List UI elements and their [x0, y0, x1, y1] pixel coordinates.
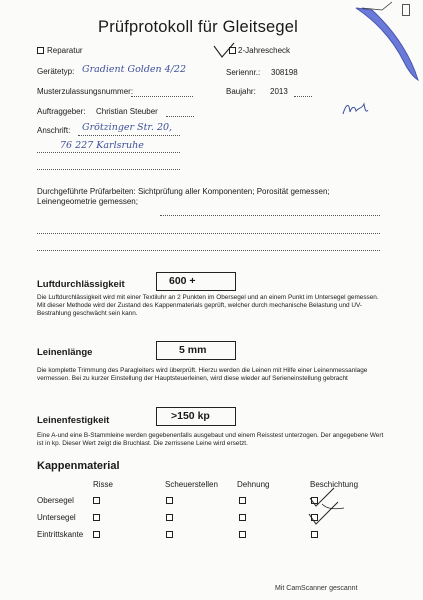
pruefarbeiten-text: Durchgeführte Prüfarbeiten: Sichtprüfung aller Komponenten; Porosität gemessen; Leinengeometrie gemessen; [37, 187, 330, 206]
col-risse: Risse [93, 480, 114, 489]
eintrittskante-risse-checkbox[interactable] [93, 531, 100, 538]
kappen-title: Kappenmaterial [37, 460, 120, 472]
pruefarbeiten-line-1 [160, 215, 380, 216]
pruefarbeiten-line-2 [37, 233, 380, 234]
anschrift-label: Anschrift: [37, 126, 71, 135]
seriennr-label: Seriennr.: [226, 68, 261, 77]
reparatur-checkbox[interactable] [37, 47, 44, 54]
baujahr-line [294, 96, 312, 97]
anschrift-line-1 [78, 135, 180, 136]
col-beschichtung: Beschichtung [310, 480, 359, 489]
untersegel-scheuer-checkbox[interactable] [166, 514, 173, 521]
leinenlaenge-label: Leinenlänge [37, 347, 93, 358]
leinenlaenge-value-box[interactable]: 5 mm [156, 341, 236, 360]
reparatur-label: Reparatur [47, 46, 83, 55]
eintrittskante-dehnung-checkbox[interactable] [239, 531, 246, 538]
pruefarbeiten-line-3 [37, 250, 380, 251]
glider-logo [352, 0, 423, 86]
geraetetyp-label: Gerätetyp: [37, 67, 75, 76]
auftraggeber-line [166, 116, 194, 117]
anschrift-line1: Grötzinger Str. 20, [82, 122, 173, 133]
row-obersegel: Obersegel [37, 496, 74, 505]
page-title: Prüfprotokoll für Gleitsegel [98, 18, 299, 36]
obersegel-risse-checkbox[interactable] [93, 497, 100, 504]
anschrift-line-3 [37, 169, 180, 170]
col-scheuerstellen: Scheuerstellen [165, 480, 218, 489]
obersegel-dehnung-checkbox[interactable] [239, 497, 246, 504]
signature-mark [340, 98, 370, 120]
beschichtung-checkmarks [304, 486, 354, 536]
baujahr-label: Baujahr: [226, 87, 256, 96]
leinenlaenge-description: Die komplette Trimmung des Paragleiters wird überprüft. Hierzu werden die Leinen mit Hilfe einer Leinenmessanlage vermessen. Bei zu kurzer Einstellung der Hauptsteuerleinen, wird diese wieder auf Serieneinstellung gebracht [37, 367, 368, 383]
untersegel-dehnung-checkbox[interactable] [239, 514, 246, 521]
row-eintrittskante: Eintrittskante [37, 530, 84, 539]
col-dehnung: Dehnung [237, 480, 270, 489]
musterzulassung-label: Musterzulassungsnummer: [37, 87, 134, 96]
eintrittskante-scheuer-checkbox[interactable] [166, 531, 173, 538]
row-untersegel: Untersegel [37, 513, 76, 522]
anschrift-line2: 76 227 Karlsruhe [60, 140, 144, 151]
jahrescheck-checkmark [212, 42, 236, 60]
luft-description: Die Luftdurchlässigkeit wird mit einer Textiluhr an 2 Punkten im Obersegel und an einem Punkt im Untersegel gemessen. Mit dieser Methode wird der Zustand des Kappenmaterials geprüft, welcher durch mechanische Belastung und UV-Bestrahlung geschwächt sein kann. [37, 294, 379, 318]
festigkeit-description: Eine A-und eine B-Stammleine werden gegebenenfalls ausgebaut und einem Reisstest unterzogen. Der angegebene Wert ist in kp. Dieser Wert zeigt die Bruchlast. Die zerrissene Leine wird ersetzt. [37, 432, 384, 448]
auftraggeber-value: Christian Steuber [96, 107, 158, 116]
jahrescheck-label: 2-Jahrescheck [238, 46, 291, 55]
luft-value-box[interactable]: 600 + [156, 272, 236, 291]
musterzulassung-line [131, 96, 193, 97]
scanner-footer: Mit CamScanner gescannt [275, 585, 358, 592]
geraetetyp-value: Gradient Golden 4/22 [82, 64, 187, 75]
obersegel-scheuer-checkbox[interactable] [166, 497, 173, 504]
baujahr-value: 2013 [270, 87, 288, 96]
luft-label: Luftdurchlässigkeit [37, 279, 125, 290]
seriennr-value: 308198 [271, 68, 298, 77]
anschrift-line-2 [37, 152, 180, 153]
festigkeit-value-box[interactable]: >150 kp [156, 407, 236, 426]
festigkeit-label: Leinenfestigkeit [37, 415, 110, 426]
auftraggeber-label: Auftraggeber: [37, 107, 86, 116]
untersegel-risse-checkbox[interactable] [93, 514, 100, 521]
corner-mark [402, 4, 410, 16]
